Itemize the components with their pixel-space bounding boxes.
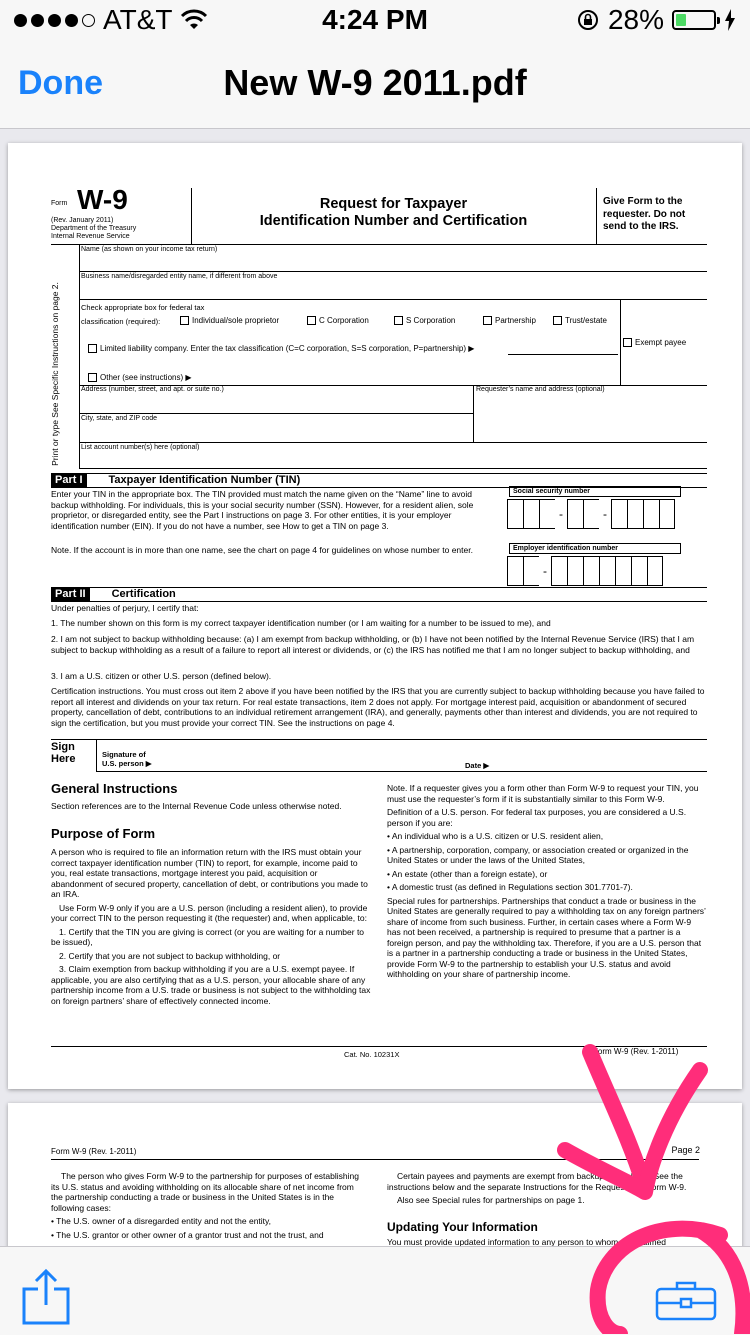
city-state-zip-field[interactable]: City, state, and ZIP code [79,414,474,443]
ssn-label: Social security number [509,486,681,497]
form-word: Form [51,200,68,207]
battery-percent: 28% [607,4,664,35]
updating-text: You must provide updated information to any person to whom you claimed [387,1237,666,1246]
toolbox-icon[interactable] [655,1279,717,1321]
account-number-field[interactable]: List account number(s) here (optional) [79,443,707,469]
certification-instructions: Certification instructions. You must cross out item 2 above if you have been notified by the IRS that you are currently subject to backup withholding because you have failed to report all interest and dividends on your tax return. For real estate transactions, item 2 does not apply. For mortgage interest paid, acquisition or abandonment of secured property, cancellation of debt, contributions to an individual retirement arrangement (IRA), and generally, payments other than interest and dividends, you are not required to sign the certification, but you must provide your correct TIN. See the instructions on page 4. [51,686,705,728]
catalog-number: Cat. No. 10231X [344,1050,400,1059]
battery-fill [676,14,686,26]
ssn-input[interactable]: - - [507,499,675,529]
page-2-header-left: Form W-9 (Rev. 1-2011) [51,1147,137,1156]
carrier-label: AT&T [103,4,173,35]
status-bar [0,0,750,40]
pdf-viewer[interactable] [0,129,750,1246]
requester-field[interactable]: Requester’s name and address (optional) [474,385,707,443]
share-icon[interactable] [18,1267,74,1325]
general-instructions-title: General Instructions [51,781,178,796]
part-1-text: Enter your TIN in the appropriate box. The TIN provided must match the name given on the “Name” line to avoid backup withholding. For individuals, this is your social security number (SSN). However, for a resident alien, sole proprietor, or disregarded entity, see the Part I instructions on page 3. For other entities, it is your employer identification number (EIN). If you do not have a number, see How to get a TIN on page 3. [51,489,474,531]
s-corporation-checkbox[interactable]: S Corporation [394,316,455,325]
partnership-checkbox[interactable]: Partnership [483,316,536,325]
certification-item-3: 3. I am a U.S. citizen or other U.S. person (defined below). [51,671,272,681]
certification-item-2: 2. I am not subject to backup withholding because: (a) I am exempt from backup withholding, or (b) I have not been notified by the Internal Revenue Service (IRS) that I am subject to backup withholding as a result of a failure to report all interest or dividends, or (c) the IRS has notified me that I am no longer subject to backup withholding, and [51,634,695,655]
other-checkbox[interactable]: Other (see instructions) ▶ [88,373,192,382]
address-field[interactable]: Address (number, street, and apt. or suite no.) [79,385,474,414]
ein-label: Employer identification number [509,543,681,554]
business-name-field[interactable]: Business name/disregarded entity name, if different from above [79,272,707,300]
classification-label: classification (required): [81,317,161,326]
part-1-note: Note. If the account is in more than one name, see the chart on page 4 for guidelines on whose number to enter. [51,545,473,555]
purpose-text: A person who is required to file an information return with the IRS must obtain your correct taxpayer identification number (TIN) to report, for example, income paid to you, real estate transactions, mortgage interest you paid, acquisition or abandonment of secured property, cancellation of debt, or contributions you made to an IRA. Use Form W-9 only if you are a U.S. person (including a resident alien), to provide your correct TIN to the person requesting it (the requester) and, when applicable, to: 1. Certify that the TIN you are giving is correct (or you are waiting for a number to be issued), 2. Certify that you are not subject to backup withholding, or 3. Claim exemption from backup withholding if you are a U.S. exempt payee. If applicable, you are also certifying that as a U.S. person, your allocable share of any partnership income from a U.S. trade or business is not subject to the withholding tax on foreign partners’ share of effectively connected income. [51,847,371,1006]
part-2-header: Part II Certification [51,587,707,602]
form-number: W-9 [77,184,128,215]
llc-checkbox[interactable]: Limited liability company. Enter the tax classification (C=C corporation, S=S corporation, P=partnership) ▶ [88,344,474,353]
name-field[interactable]: Name (as shown on your income tax return) [79,245,707,272]
right-column-text: Note. If a requester gives you a form other than Form W-9 to request your TIN, you must use the requester’s form if it is substantially similar to this Form W-9. Definition of a U.S. person. For federal tax purposes, you are considered a U.S. person if you are: • An individual who is a U.S. citizen or U.S. resident alien, • A partnership, corporation, company, or association created or organized in the United States or under the laws of the United States, • An estate (other than a foreign estate), or • A domestic trust (as defined in Regulations section 301.7701-7). Special rules for partnerships. Partnerships that conduct a trade or business in the United States are generally required to pay a withholding tax on any foreign partners’ share of income from such business. Further, in certain cases where a Form W-9 has not been received, a partnership is required to presume that a partner is a foreign person, and pay the withholding tax. Therefore, if you are a U.S. person that is a partner in a partnership conducting a trade or business in the United States, provide Form W-9 to the partnership to establish your U.S. status and avoid withholding on your share of partnership income. [387,783,706,979]
general-instructions-text: Section references are to the Internal Revenue Code unless otherwise noted. [51,801,342,811]
bottom-toolbar [0,1246,750,1335]
page-2-left-text: The person who gives Form W-9 to the partnership for purposes of establishing its U.S. status and avoiding withholding on its allocable share of net income from the partnership conducting a trade or business in the United States is in the following cases: • The U.S. owner of a disregarded entity and not the entity, • The U.S. grantor or other owner of a grantor trust and not the trust, and [51,1171,359,1240]
navigation-bar [0,40,750,129]
individual-checkbox[interactable]: Individual/sole proprietor [180,316,279,325]
signature-label: Signature of U.S. person ▶ [102,750,152,768]
clock: 4:24 PM [322,4,428,35]
exempt-payee-checkbox[interactable]: Exempt payee [623,338,686,347]
certification-intro: Under penalties of perjury, I certify that: [51,603,199,613]
form-revision: (Rev. January 2011) Department of the Treasury Internal Revenue Service [51,217,137,240]
trust-estate-checkbox[interactable]: Trust/estate [553,316,607,325]
page-2-right-text: Certain payees and payments are exempt from backup withholding. See the instructions below and the separate Instructions for the Requester of Form W-9. Also see Special rules for partnerships on page 1. [387,1171,687,1205]
page-2-number: Page 2 [671,1145,700,1155]
c-corporation-checkbox[interactable]: C Corporation [307,316,369,325]
side-instruction-text: Print or type See Specific Instructions on page 2. [50,282,60,466]
check-label: Check appropriate box for federal tax [81,303,205,312]
form-header [51,184,707,245]
form-title: Request for Taxpayer Identification Number and Certification [259,196,528,229]
certification-item-1: 1. The number shown on this form is my correct taxpayer identification number (or I am waiting for a number to be issued to me), and [51,618,551,628]
battery-icon [672,10,716,30]
ein-input[interactable]: - [507,556,663,586]
give-form-note: Give Form to the requester. Do not send to the IRS. [596,188,707,244]
charging-bolt-icon [724,9,736,31]
purpose-title: Purpose of Form [51,826,156,841]
form-footer: Form W-9 (Rev. 1-2011) [593,1047,679,1056]
date-label: Date ▶ [465,761,490,770]
part-1-header: Part I Taxpayer Identification Number (TIN) [51,473,707,488]
document-title: New W-9 2011.pdf [223,62,527,103]
sign-here-label: Sign Here [51,741,76,765]
done-button[interactable]: Done [18,64,103,102]
signature-field[interactable] [160,743,460,770]
rotation-lock-icon [576,8,600,32]
pdf-page-1 [8,143,742,1089]
updating-title: Updating Your Information [387,1220,538,1234]
pdf-page-2 [8,1103,742,1246]
